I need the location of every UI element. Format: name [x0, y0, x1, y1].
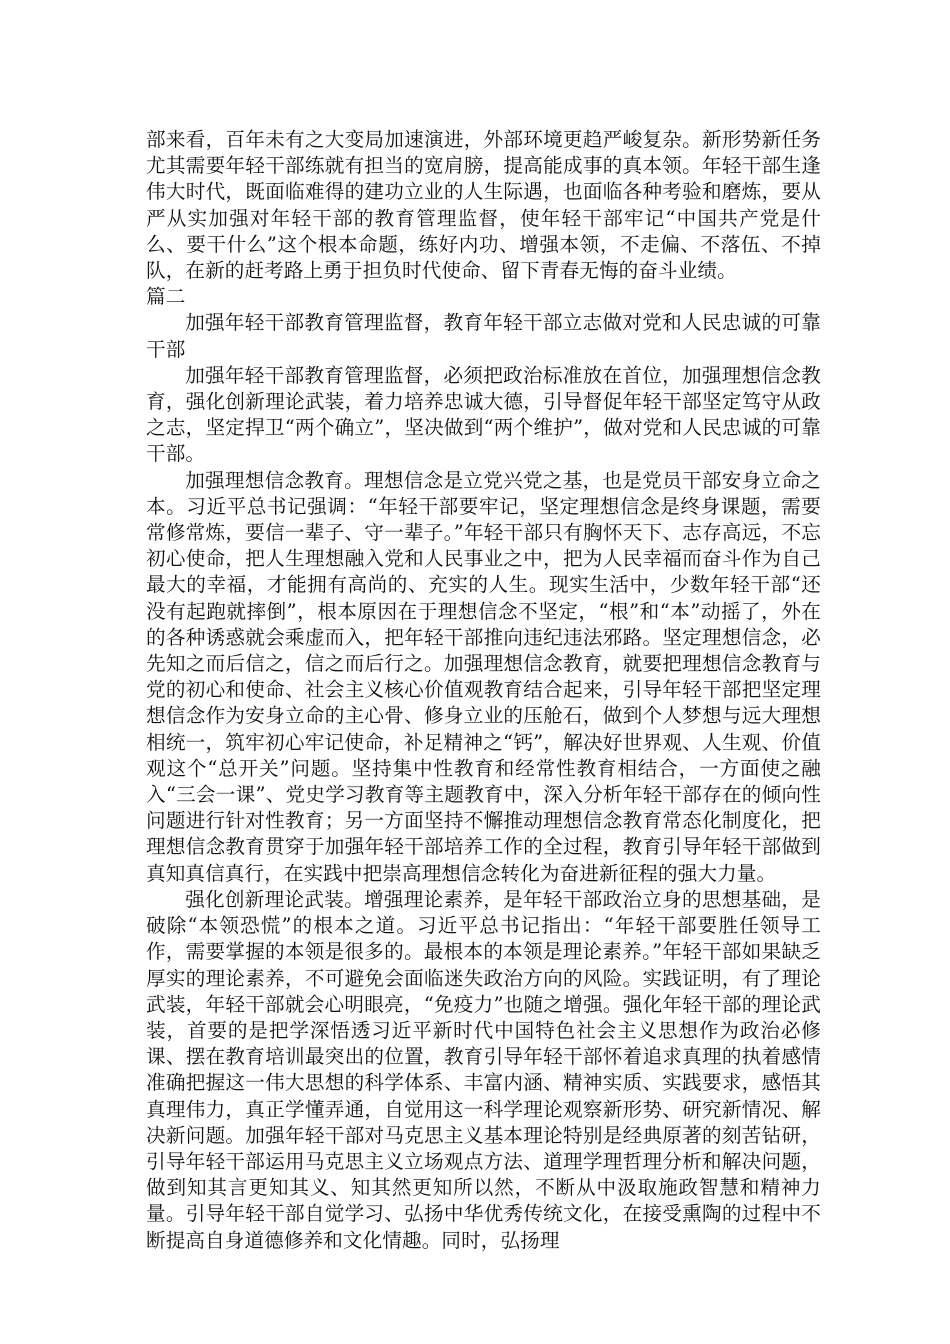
- paragraph-theory-arming: 强化创新理论武装。增强理论素养，是年轻干部政治立身的思想基础，是破除“本领恐慌”的根本之道。习近平总书记指出：“年轻干部要胜任领导工作，需要掌握的本领是很多的。最根本的本领是理论素养。”年轻干部如果缺乏厚实的理论素养，不可避免会面临迷失政治方向的风险。实践证明，有了理论武装，年轻干部就会心明眼亮，“免疫力”也随之增强。强化年轻干部的理论武装，首要的是把学深悟透习近平新时代中国特色社会主义思想作为政治必修课、摆在教育培训最突出的位置，教育引导年轻干部怀着追求真理的执着感情准确把握这一伟大思想的科学体系、丰富内涵、精神实质、实践要求，感悟其真理伟力，真正学懂弄通，自觉用这一科学理论观察新形势、研究新情况、解决新问题。加强年轻干部对马克思主义基本理论特别是经典原著的刻苦钻研，引导年轻干部运用马克思主义立场观点方法、道理学理哲理分析和解决问题，做到知其言更知其义、知其然更知所以然，不断从中汲取施政智慧和精神力量。引导年轻干部自觉学习、弘扬中华优秀传统文化，在接受熏陶的过程中不断提高自身道德修养和文化情趣。同时，弘扬理: [146, 887, 821, 1252]
- document-body: [146, 127, 821, 1254]
- paragraph-title: 加强年轻干部教育管理监督，教育年轻干部立志做对党和人民忠诚的可靠干部: [146, 311, 821, 361]
- paragraph-ideals-education: 加强理想信念教育。理想信念是立党兴党之基，也是党员干部安身立命之本。习近平总书记强调：“年轻干部要牢记，坚定理想信念是终身课题，需要常修常炼，要信一辈子、守一辈子。”年轻干部只有胸怀天下、志存高远，不忘初心使命，把人生理想融入党和人民事业之中，把为人民幸福而奋斗作为自己最大的幸福，才能拥有高尚的、充实的人生。现实生活中，少数年轻干部“还没有起跑就摔倒”，根本原因在于理想信念不坚定，“根”和“本”动摇了，外在的各种诱惑就会乘虚而入，把年轻干部推向违纪违法邪路。坚定理想信念，必先知之而后信之，信之而后行之。加强理想信念教育，就要把理想信念教育与党的初心和使命、社会主义核心价值观教育结合起来，引导年轻干部把坚定理想信念作为安身立命的主心骨、修身立业的压舱石，做到个人梦想与远大理想相统一，筑牢初心牢记使命，补足精神之“钙”，解决好世界观、人生观、价值观这个“总开关”问题。坚持集中性教育和经常性教育相结合，一方面使之融入“三会一课”、党史学习教育等主题教育中，深入分析年轻干部存在的倾向性问题进行针对性教育；另一方面坚持不懈推动理想信念教育常态化制度化，把理想信念教育贯穿于加强年轻干部培养工作的全过程，教育引导年轻干部做到真知真信真行，在实践中把崇高理想信念转化为奋进新征程的强大力量。: [146, 468, 821, 885]
- section-heading: 篇二: [146, 285, 186, 309]
- paragraph-intro-continuation: 部来看，百年未有之大变局加速演进，外部环境更趋严峻复杂。新形势新任务尤其需要年轻干部练就有担当的宽肩膀，提高能成事的真本领。年轻干部生逢伟大时代，既面临难得的建功立业的人生际遇，也面临各种考验和磨炼，要从严从实加强对年轻干部的教育管理监督，使年轻干部牢记“中国共产党是什么、要干什么”这个根本命题，练好内功、增强本领，不走偏、不落伍、不掉队，在新的赶考路上勇于担负时代使命、留下青春无悔的奋斗业绩。: [146, 128, 821, 283]
- paragraph-overview: 加强年轻干部教育管理监督，必须把政治标准放在首位，加强理想信念教育，强化创新理论武装，着力培养忠诚大德，引导督促年轻干部坚定笃守从政之志，坚定捍卫“两个确立”，坚决做到“两个维护”，做对党和人民忠诚的可靠干部。: [146, 363, 821, 466]
